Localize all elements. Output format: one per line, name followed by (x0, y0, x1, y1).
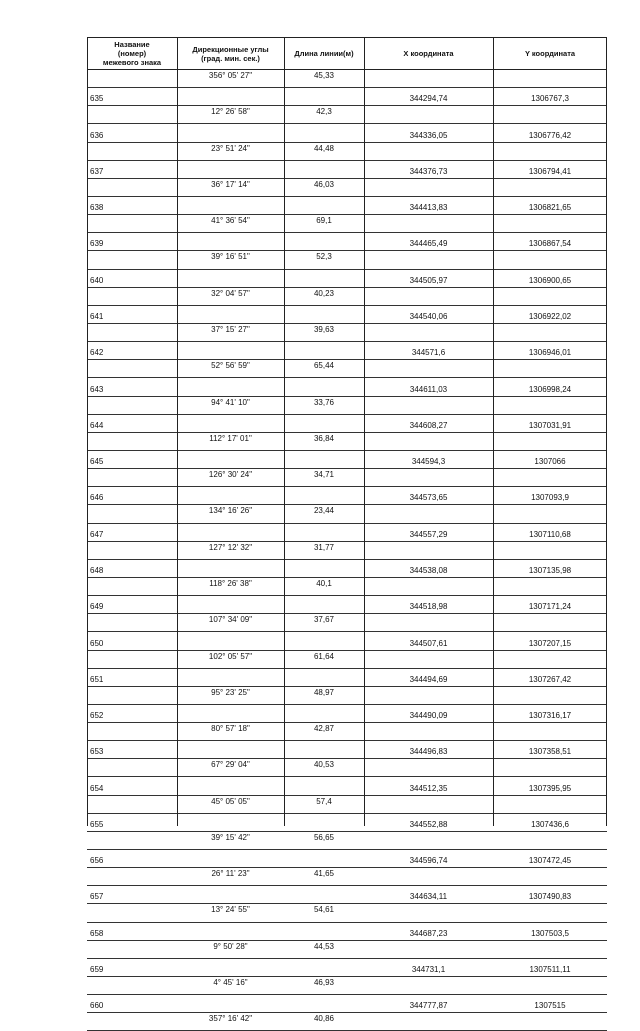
line-length: 33,76 (313, 397, 335, 407)
x-coordinate: 344518,98 (409, 602, 448, 612)
point-row (87, 161, 607, 179)
point-name: 650 (90, 638, 104, 648)
direction-angle: 32° 04' 57" (211, 288, 250, 298)
segment-row (87, 469, 607, 487)
header-name: Название (номер) межевого знака (102, 40, 162, 67)
line-length: 41,65 (313, 869, 335, 879)
line-length: 46,03 (313, 179, 335, 189)
x-coordinate: 344490,09 (409, 711, 448, 721)
segment-row (87, 796, 607, 814)
point-name: 635 (90, 94, 104, 104)
x-coordinate: 344594,3 (411, 457, 446, 467)
x-coordinate: 344465,49 (409, 239, 448, 249)
line-length: 37,67 (313, 615, 335, 625)
line-length: 40,86 (313, 1014, 335, 1024)
point-name: 658 (90, 928, 104, 938)
segment-row (87, 179, 607, 197)
segment-row (87, 542, 607, 560)
y-coordinate: 1306767,3 (531, 94, 569, 104)
x-coordinate: 344496,83 (409, 747, 448, 757)
point-name: 637 (90, 166, 104, 176)
direction-angle: 94° 41' 10" (211, 397, 250, 407)
line-length: 40,23 (313, 288, 335, 298)
x-coordinate: 344634,11 (409, 892, 448, 902)
point-name: 660 (90, 1001, 104, 1011)
y-coordinate: 1306867,54 (528, 239, 572, 249)
point-name: 640 (90, 275, 104, 285)
x-coordinate: 344505,97 (409, 275, 448, 285)
direction-angle: 357° 16' 42" (208, 1014, 253, 1024)
direction-angle: 12° 26' 58" (211, 107, 250, 117)
table-border-left (87, 37, 88, 826)
point-row (87, 560, 607, 578)
direction-angle: 95° 23' 25" (211, 687, 250, 697)
point-row (87, 959, 607, 977)
x-coordinate: 344596,74 (409, 856, 448, 866)
direction-angle: 4° 45' 16" (213, 978, 248, 988)
segment-row (87, 759, 607, 777)
y-coordinate: 1306821,65 (528, 203, 572, 213)
direction-angle: 126° 30' 24" (208, 470, 253, 480)
y-coordinate: 1307503,5 (531, 928, 569, 938)
direction-angle: 52° 56' 59" (211, 361, 250, 371)
segment-row (87, 651, 607, 669)
line-length: 39,63 (313, 324, 335, 334)
direction-angle: 45° 05' 05" (211, 796, 250, 806)
segment-row (87, 106, 607, 124)
point-row (87, 632, 607, 650)
point-row (87, 487, 607, 505)
direction-angle: 127° 12' 32" (208, 542, 253, 552)
point-name: 654 (90, 783, 104, 793)
line-length: 34,71 (313, 470, 335, 480)
segment-row (87, 70, 607, 88)
point-name: 652 (90, 711, 104, 721)
line-length: 57,4 (316, 796, 332, 806)
point-name: 639 (90, 239, 104, 249)
y-coordinate: 1307031,91 (528, 420, 572, 430)
line-length: 69,1 (316, 216, 332, 226)
y-coordinate: 1307171,24 (528, 602, 572, 612)
point-row (87, 741, 607, 759)
point-name: 649 (90, 602, 104, 612)
point-name: 644 (90, 420, 104, 430)
direction-angle: 102° 05' 57" (208, 651, 253, 661)
line-length: 31,77 (313, 542, 335, 552)
point-row (87, 342, 607, 360)
y-coordinate: 1306998,24 (528, 384, 572, 394)
x-coordinate: 344507,61 (409, 638, 448, 648)
direction-angle: 36° 17' 14" (211, 179, 250, 189)
line-length: 44,53 (313, 941, 335, 951)
point-name: 659 (90, 965, 104, 975)
point-row (87, 995, 607, 1013)
y-coordinate: 1307490,83 (528, 892, 572, 902)
point-name: 647 (90, 529, 104, 539)
column-divider (364, 37, 365, 826)
line-length: 42,87 (313, 724, 335, 734)
y-coordinate: 1307207,15 (528, 638, 572, 648)
header-y: Y координата (524, 49, 576, 58)
line-length: 46,93 (313, 978, 335, 988)
point-row (87, 270, 607, 288)
direction-angle: 134° 16' 26" (208, 506, 253, 516)
table-header (87, 37, 607, 70)
direction-angle: 37° 15' 27" (211, 324, 250, 334)
segment-row (87, 614, 607, 632)
x-coordinate: 344777,87 (409, 1001, 448, 1011)
point-name: 655 (90, 819, 104, 829)
y-coordinate: 1306900,65 (528, 275, 572, 285)
y-coordinate: 1306794,41 (528, 166, 572, 176)
segment-row (87, 397, 607, 415)
y-coordinate: 1306776,42 (528, 130, 572, 140)
direction-angle: 39° 15' 42" (211, 832, 250, 842)
x-coordinate: 344294,74 (409, 94, 448, 104)
table-border-right (606, 37, 607, 826)
segment-row (87, 215, 607, 233)
direction-angle: 23° 51' 24" (211, 143, 250, 153)
point-name: 641 (90, 311, 104, 321)
y-coordinate: 1307316,17 (528, 711, 572, 721)
point-row (87, 524, 607, 542)
point-name: 642 (90, 348, 104, 358)
segment-row (87, 505, 607, 523)
line-length: 48,97 (313, 687, 335, 697)
x-coordinate: 344731,1 (411, 965, 446, 975)
point-row (87, 233, 607, 251)
y-coordinate: 1307472,45 (528, 856, 572, 866)
segment-row (87, 687, 607, 705)
point-row (87, 850, 607, 868)
point-row (87, 88, 607, 106)
y-coordinate: 1307436,6 (531, 819, 569, 829)
x-coordinate: 344571,6 (411, 348, 446, 358)
segment-row (87, 578, 607, 596)
direction-angle: 80° 57' 18" (211, 724, 250, 734)
y-coordinate: 1306946,01 (528, 348, 572, 358)
point-row (87, 669, 607, 687)
point-row (87, 451, 607, 469)
y-coordinate: 1307358,51 (528, 747, 572, 757)
y-coordinate: 1307511,11 (529, 965, 571, 975)
x-coordinate: 344552,88 (409, 819, 448, 829)
point-name: 656 (90, 856, 104, 866)
segment-row (87, 288, 607, 306)
point-row (87, 814, 607, 832)
segment-row (87, 941, 607, 959)
header-x: X координата (403, 49, 454, 58)
x-coordinate: 344573,65 (409, 493, 448, 503)
column-divider (284, 37, 285, 826)
segment-row (87, 324, 607, 342)
line-length: 61,64 (313, 651, 335, 661)
point-name: 643 (90, 384, 104, 394)
column-divider (493, 37, 494, 826)
y-coordinate: 1307395,95 (528, 783, 572, 793)
point-name: 645 (90, 457, 104, 467)
direction-angle: 9° 50' 28" (213, 941, 248, 951)
direction-angle: 112° 17' 01" (209, 433, 252, 443)
header-length: Длина линии(м) (294, 49, 354, 58)
line-length: 52,3 (316, 252, 332, 262)
segment-row (87, 832, 607, 850)
line-length: 45,33 (313, 71, 335, 80)
line-length: 40,53 (313, 760, 335, 770)
y-coordinate: 1306922,02 (528, 311, 572, 321)
x-coordinate: 344413,83 (409, 203, 448, 213)
direction-angle: 26° 11' 23" (211, 869, 250, 879)
line-length: 40,1 (316, 578, 332, 588)
line-length: 54,61 (313, 905, 335, 915)
x-coordinate: 344557,29 (409, 529, 448, 539)
boundary-table (87, 37, 607, 1031)
segment-row (87, 360, 607, 378)
direction-angle: 118° 26' 38" (209, 578, 252, 588)
line-length: 23,44 (313, 506, 335, 516)
header-angle: Дирекционные углы (град. мин. сек.) (192, 44, 269, 63)
y-coordinate: 1307110,68 (529, 529, 571, 539)
direction-angle: 13° 24' 55" (211, 905, 250, 915)
x-coordinate: 344512,35 (409, 783, 448, 793)
x-coordinate: 344608,27 (409, 420, 448, 430)
point-row (87, 705, 607, 723)
x-coordinate: 344687,23 (409, 928, 448, 938)
direction-angle: 107° 34' 09" (208, 615, 253, 625)
point-row (87, 415, 607, 433)
point-row (87, 378, 607, 396)
segment-row (87, 868, 607, 886)
table-body (87, 70, 607, 1031)
segment-row (87, 433, 607, 451)
x-coordinate: 344494,69 (409, 674, 448, 684)
point-row (87, 197, 607, 215)
point-name: 636 (90, 130, 104, 140)
segment-row (87, 723, 607, 741)
point-name: 653 (90, 747, 104, 757)
point-name: 651 (90, 674, 104, 684)
point-name: 657 (90, 892, 104, 902)
segment-row (87, 1013, 607, 1031)
x-coordinate: 344611,03 (409, 384, 448, 394)
segment-row (87, 977, 607, 995)
y-coordinate: 1307066 (534, 457, 566, 467)
x-coordinate: 344540,06 (409, 311, 448, 321)
y-coordinate: 1307267,42 (528, 674, 572, 684)
point-name: 648 (90, 565, 104, 575)
direction-angle: 67° 29' 04" (211, 760, 250, 770)
point-name: 646 (90, 493, 104, 503)
y-coordinate: 1307135,98 (528, 565, 572, 575)
x-coordinate: 344538,08 (409, 565, 448, 575)
line-length: 42,3 (316, 107, 332, 117)
line-length: 36,84 (313, 433, 335, 443)
direction-angle: 41° 36' 54" (211, 216, 250, 226)
point-row (87, 923, 607, 941)
direction-angle: 39° 16' 51" (211, 252, 250, 262)
segment-row (87, 251, 607, 269)
line-length: 65,44 (313, 361, 335, 371)
y-coordinate: 1307093,9 (531, 493, 569, 503)
point-name: 638 (90, 203, 104, 213)
column-divider (177, 37, 178, 826)
segment-row (87, 904, 607, 922)
point-row (87, 306, 607, 324)
point-row (87, 777, 607, 795)
point-row (87, 886, 607, 904)
x-coordinate: 344336,05 (409, 130, 448, 140)
line-length: 44,48 (313, 143, 335, 153)
point-row (87, 596, 607, 614)
segment-row (87, 143, 607, 161)
direction-angle: 356° 05' 27" (208, 71, 253, 80)
point-row (87, 124, 607, 142)
line-length: 56,65 (313, 832, 335, 842)
y-coordinate: 1307515 (534, 1001, 566, 1011)
x-coordinate: 344376,73 (409, 166, 448, 176)
